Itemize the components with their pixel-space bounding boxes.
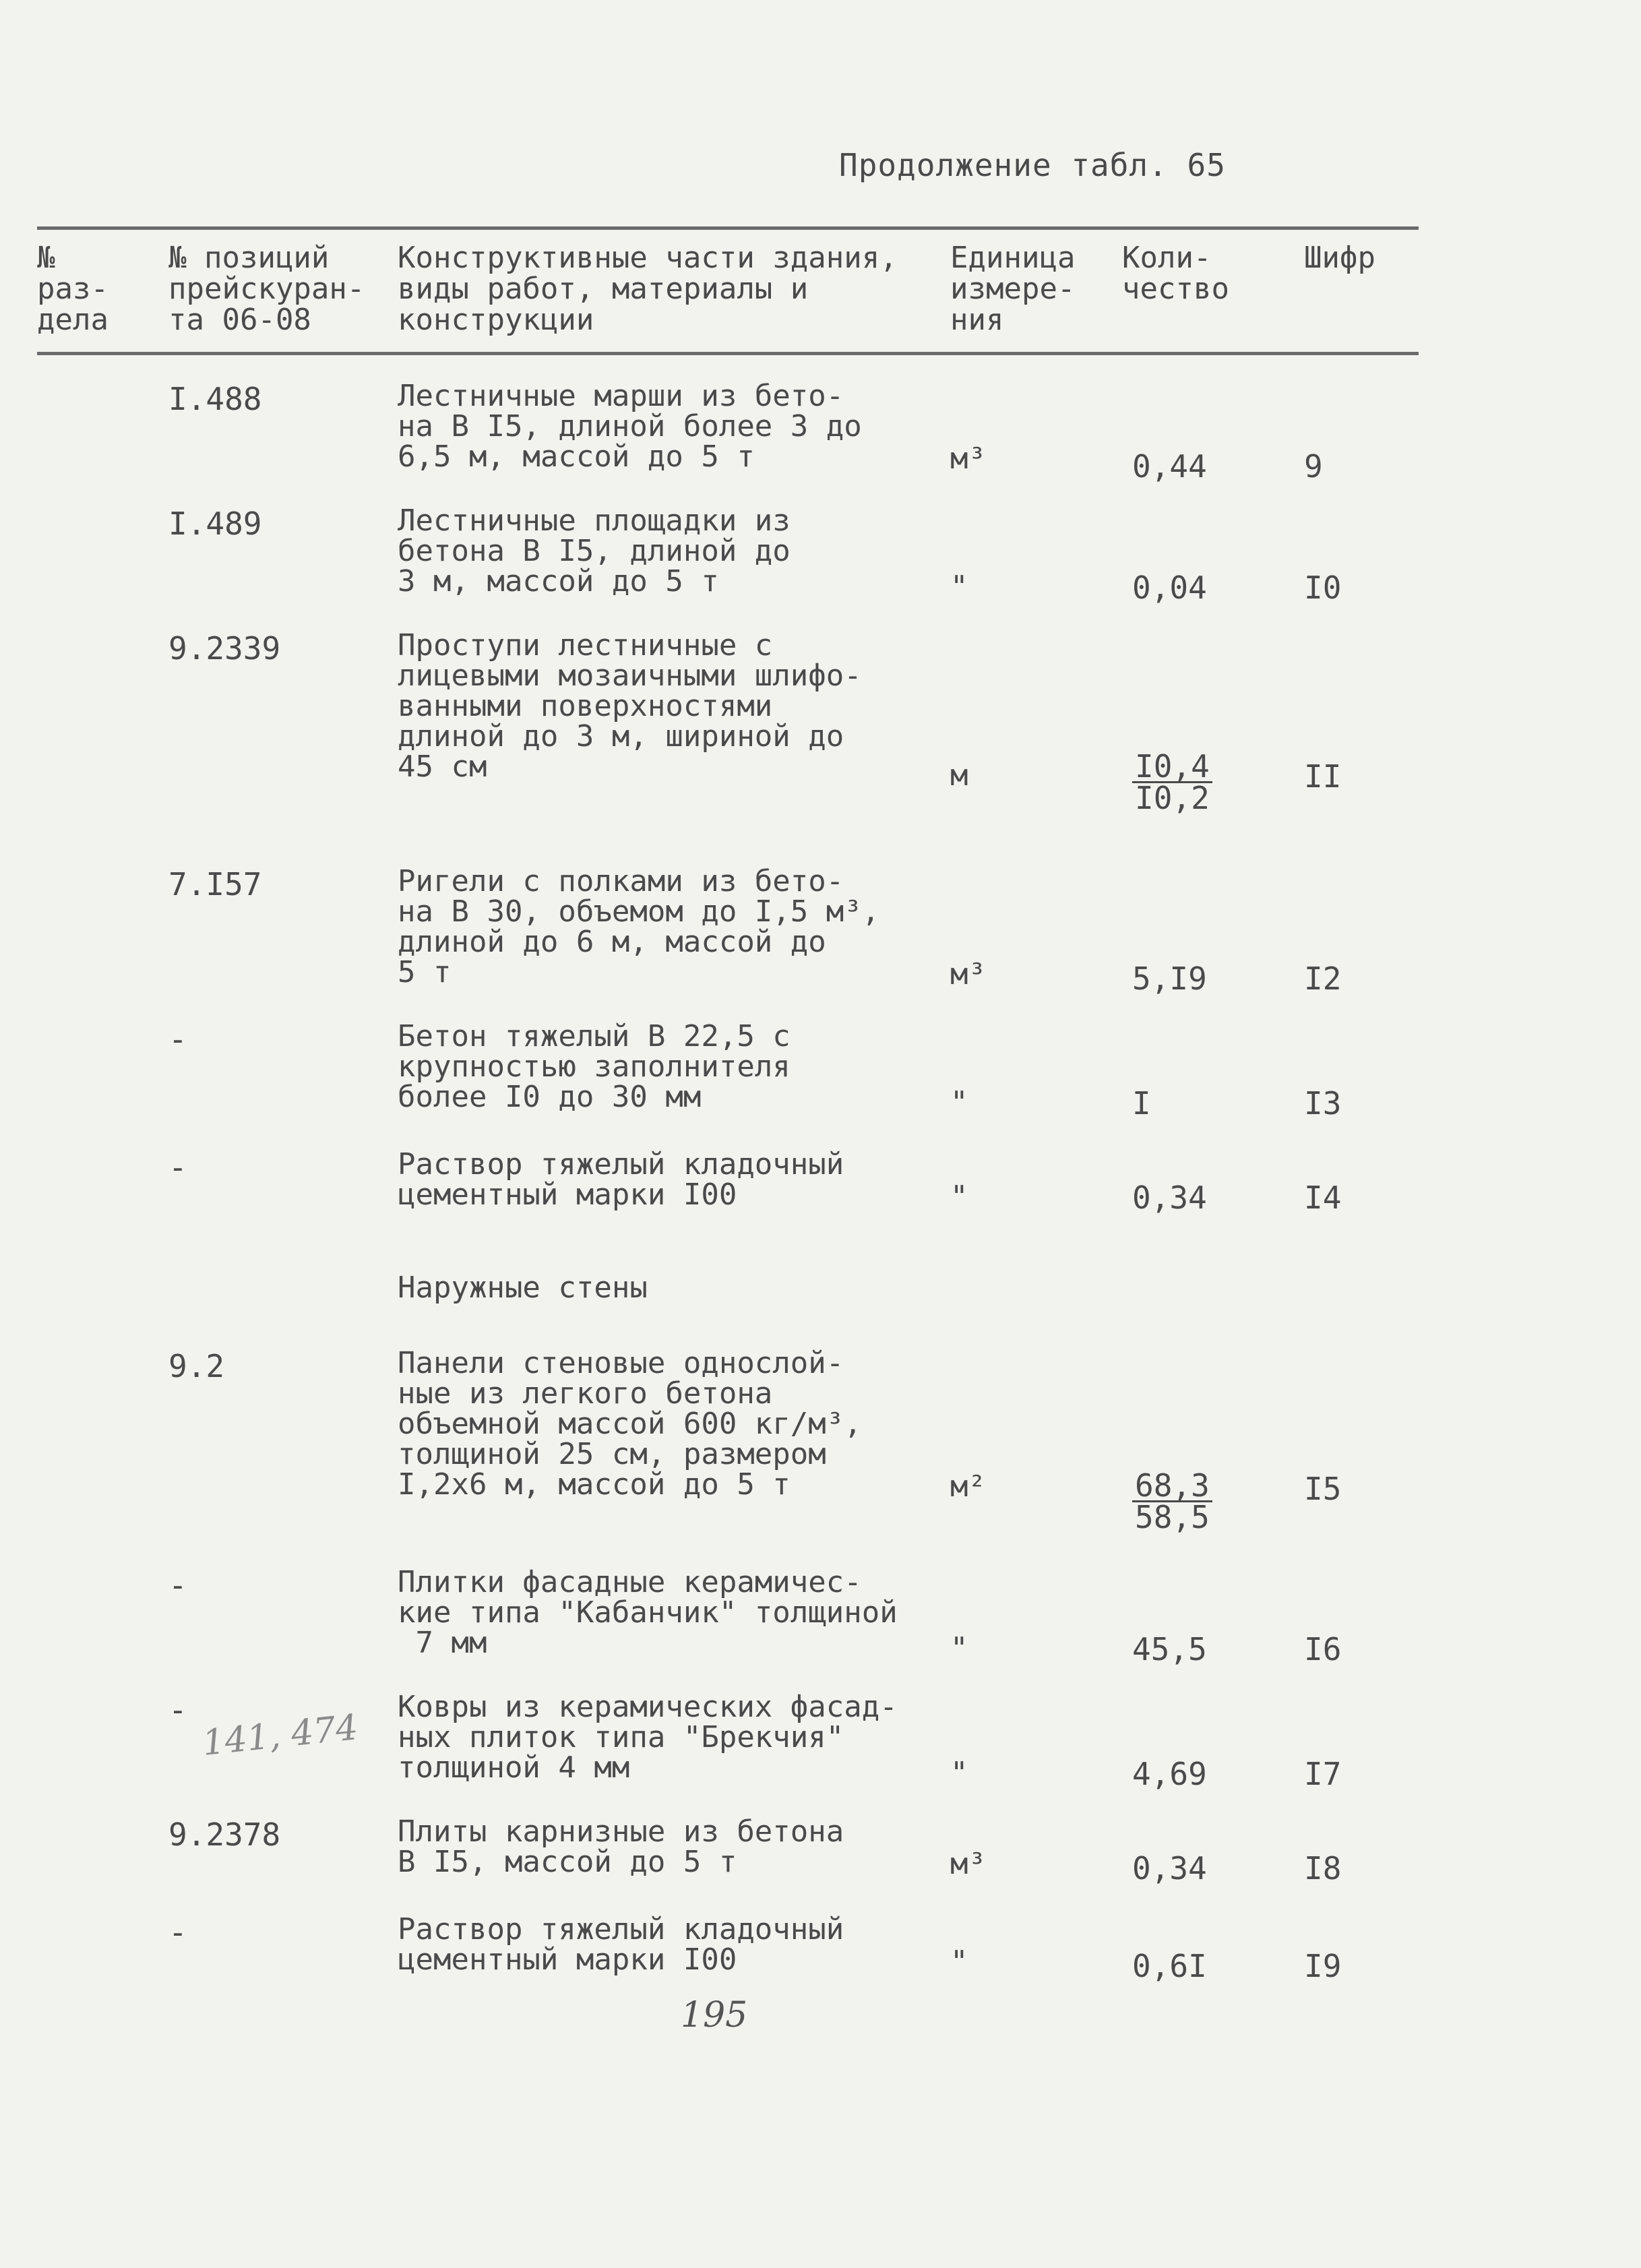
code: I3 xyxy=(1304,1085,1342,1122)
work-description: Бетон тяжелый В 22,5 с крупностью заполнителя более I0 до 30 мм xyxy=(398,1019,791,1114)
position-number: 7.I57 xyxy=(168,866,262,902)
unit-of-measure: " xyxy=(950,1179,968,1214)
unit-of-measure: " xyxy=(950,1085,968,1120)
work-description: Проступи лестничные с лицевыми мозаичными шлифо- ванными поверхностями длиной до 3 м, шириной до 45 см xyxy=(398,628,862,784)
code: I8 xyxy=(1304,1850,1342,1887)
code: I2 xyxy=(1304,960,1342,997)
code: 9 xyxy=(1304,448,1323,485)
position-number: - xyxy=(168,1692,187,1728)
header-position-no: № позиций прейскуран- та 06-08 xyxy=(168,241,365,337)
quantity xyxy=(1132,748,1212,816)
position-number: I.488 xyxy=(168,381,262,417)
unit-of-measure: м³ xyxy=(950,441,986,476)
code: I4 xyxy=(1304,1179,1342,1216)
code: I5 xyxy=(1304,1471,1342,1507)
work-description: Плиты карнизные из бетона В I5, массой до 5 т xyxy=(398,1814,844,1879)
work-description: Лестничные марши из бето- на В I5, длиной более 3 до 6,5 м, массой до 5 т xyxy=(398,379,862,474)
quantity: 0,34 xyxy=(1132,1850,1207,1887)
code: I0 xyxy=(1304,570,1342,606)
position-number: - xyxy=(168,1021,187,1058)
quantity-original: 68,3 xyxy=(1132,1471,1212,1502)
position-number: - xyxy=(168,1914,187,1951)
section-subheading: Наружные стены xyxy=(398,1270,648,1305)
code: II xyxy=(1304,758,1342,795)
position-number: I.489 xyxy=(168,505,262,542)
unit-of-measure: м xyxy=(950,758,968,793)
quantity: 0,44 xyxy=(1132,448,1207,485)
work-description: Плитки фасадные керамичес- кие типа "Кабанчик" толщиной 7 мм xyxy=(398,1565,898,1660)
page-number: 195 xyxy=(681,1995,748,2035)
work-description: Ковры из керамических фасад- ных плиток типа "Брекчия" толщиной 4 мм xyxy=(398,1690,898,1785)
quantity-original: I0,4 xyxy=(1132,752,1212,783)
header-unit: Единица измере- ния xyxy=(950,241,1076,337)
quantity: 0,6I xyxy=(1132,1948,1207,1984)
position-number: - xyxy=(168,1149,187,1186)
unit-of-measure: м² xyxy=(950,1469,986,1504)
table-caption: Продолжение табл. 65 xyxy=(839,147,1226,183)
position-number: 9.2378 xyxy=(168,1816,281,1853)
header-quantity: Коли- чество xyxy=(1122,241,1229,306)
code: I6 xyxy=(1304,1631,1342,1667)
unit-of-measure: м³ xyxy=(950,957,986,991)
unit-of-measure: " xyxy=(950,570,968,604)
code: I7 xyxy=(1304,1756,1342,1792)
unit-of-measure: " xyxy=(950,1631,968,1665)
header-code: Шифр xyxy=(1304,241,1375,275)
unit-of-measure: м³ xyxy=(950,1847,986,1881)
quantity-corrected: I0,2 xyxy=(1135,780,1210,816)
position-number: 9.2339 xyxy=(168,630,281,667)
header-top-rule xyxy=(37,226,1419,230)
quantity: 5,I9 xyxy=(1132,960,1207,997)
position-number: - xyxy=(168,1567,187,1603)
work-description: Раствор тяжелый кладочный цементный марки I00 xyxy=(398,1912,844,1977)
quantity: I xyxy=(1132,1085,1151,1122)
work-description: Ригели с полками из бето- на В 30, объемом до I,5 м³, длиной до 6 м, массой до 5 т xyxy=(398,864,880,989)
unit-of-measure: " xyxy=(950,1756,968,1790)
code: I9 xyxy=(1304,1948,1342,1984)
quantity-corrected: 58,5 xyxy=(1135,1499,1210,1535)
unit-of-measure: " xyxy=(950,1944,968,1979)
quantity: 4,69 xyxy=(1132,1756,1207,1792)
handwritten-note: 141, 474 xyxy=(200,1707,361,1764)
work-description: Лестничные площадки из бетона В I5, длиной до 3 м, массой до 5 т xyxy=(398,503,791,599)
work-description: Панели стеновые однослой- ные из легкого бетона объемной массой 600 кг/м³, толщиной 25 см, размером I,2х6 м, массой до 5 т xyxy=(398,1346,862,1502)
header-description: Конструктивные части здания, виды работ, материалы и конструкции xyxy=(398,241,898,337)
quantity: 0,04 xyxy=(1132,570,1207,606)
header-bottom-rule xyxy=(37,352,1419,355)
quantity xyxy=(1132,1467,1212,1535)
quantity: 0,34 xyxy=(1132,1179,1207,1216)
quantity: 45,5 xyxy=(1132,1631,1207,1667)
work-description: Раствор тяжелый кладочный цементный марки I00 xyxy=(398,1147,844,1212)
position-number: 9.2 xyxy=(168,1348,225,1384)
header-section-no: № раз- дела xyxy=(37,241,109,337)
